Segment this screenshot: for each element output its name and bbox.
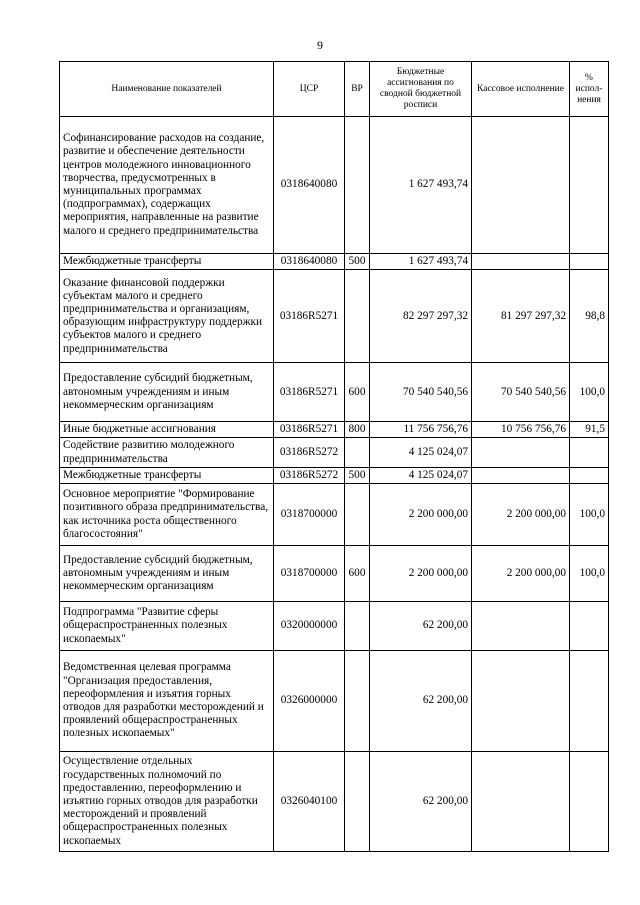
table-row (60, 117, 609, 254)
row-execution: 2 200 000,00 (472, 484, 570, 546)
row-csr: 0320000000 (274, 602, 345, 651)
row-vr (345, 270, 370, 363)
row-vr: 800 (345, 422, 370, 438)
row-name: Софинансирование расходов на создание, развитие и обеспечение деятельности центров молодежного инновационного творчества, предусмотренных в муниципальных программах (подпрограммах), содержащих мероприятия, направленные на развитие малого и среднего предпринимательства (60, 117, 274, 254)
row-assignments: 62 200,00 (370, 752, 472, 852)
row-name: Содействие развитию молодежного предпринимательства (60, 438, 274, 467)
row-percent (570, 602, 609, 651)
row-vr (345, 752, 370, 852)
column-header-csr: ЦСР (274, 62, 345, 117)
table-header-row (60, 62, 609, 117)
column-header-percent: % испол-нения (570, 62, 609, 117)
table-row (60, 651, 609, 752)
row-execution: 70 540 540,56 (472, 363, 570, 422)
row-percent: 100,0 (570, 363, 609, 422)
row-execution (472, 651, 570, 752)
column-header-vr: ВР (345, 62, 370, 117)
row-csr: 0318640080 (274, 117, 345, 254)
page-number: 9 (317, 38, 323, 52)
row-csr: 0326040100 (274, 752, 345, 852)
row-vr (345, 117, 370, 254)
row-assignments: 1 627 493,74 (370, 117, 472, 254)
row-percent: 100,0 (570, 546, 609, 602)
row-assignments: 1 627 493,74 (370, 254, 472, 270)
row-assignments: 82 297 297,32 (370, 270, 472, 363)
row-csr: 0318700000 (274, 546, 345, 602)
row-execution (472, 752, 570, 852)
table-row (60, 422, 609, 438)
row-execution (472, 438, 570, 467)
row-csr: 03186R5272 (274, 467, 345, 483)
table-row (60, 363, 609, 422)
row-csr: 03186R5272 (274, 438, 345, 467)
row-percent (570, 467, 609, 483)
row-name: Межбюджетные трансферты (60, 254, 274, 270)
row-percent (570, 117, 609, 254)
row-name: Иные бюджетные ассигнования (60, 422, 274, 438)
row-percent (570, 651, 609, 752)
row-name: Предоставление субсидий бюджетным, автономным учреждениям и иным некоммерческим организациям (60, 363, 274, 422)
row-execution: 2 200 000,00 (472, 546, 570, 602)
row-execution (472, 467, 570, 483)
row-assignments: 11 756 756,76 (370, 422, 472, 438)
row-csr: 0326000000 (274, 651, 345, 752)
row-percent (570, 438, 609, 467)
row-vr (345, 438, 370, 467)
row-vr: 600 (345, 363, 370, 422)
row-name: Предоставление субсидий бюджетным, автономным учреждениям и иным некоммерческим организациям (60, 546, 274, 602)
row-assignments: 2 200 000,00 (370, 484, 472, 546)
row-percent (570, 752, 609, 852)
table-row (60, 438, 609, 467)
row-csr: 0318640080 (274, 254, 345, 270)
column-header-execution: Кассовое исполнение (472, 62, 570, 117)
table-row (60, 254, 609, 270)
row-execution (472, 117, 570, 254)
row-execution: 81 297 297,32 (472, 270, 570, 363)
row-percent: 100,0 (570, 484, 609, 546)
row-percent (570, 254, 609, 270)
row-assignments: 62 200,00 (370, 651, 472, 752)
row-vr: 500 (345, 467, 370, 483)
row-vr (345, 602, 370, 651)
row-csr: 03186R5271 (274, 422, 345, 438)
column-header-name: Наименование показателей (60, 62, 274, 117)
row-assignments: 4 125 024,07 (370, 467, 472, 483)
table-row (60, 602, 609, 651)
row-vr (345, 484, 370, 546)
row-name: Осуществление отдельных государственных полномочий по предоставлению, переоформлению и изъятию горных отводов для разработки месторождений и проявлений общераспространенных полезных ископаемых (60, 752, 274, 852)
row-assignments: 2 200 000,00 (370, 546, 472, 602)
row-vr: 600 (345, 546, 370, 602)
row-execution: 10 756 756,76 (472, 422, 570, 438)
table-row (60, 467, 609, 483)
table-row (60, 752, 609, 852)
row-assignments: 70 540 540,56 (370, 363, 472, 422)
row-execution (472, 602, 570, 651)
row-vr (345, 651, 370, 752)
row-percent: 98,8 (570, 270, 609, 363)
table-row (60, 484, 609, 546)
row-assignments: 62 200,00 (370, 602, 472, 651)
row-name: Ведомственная целевая программа "Организация предоставления, переоформления и изъятия горных отводов для разработки месторождений и проявлений общераспространенных полезных ископаемых" (60, 651, 274, 752)
table-row (60, 546, 609, 602)
budget-execution-table (59, 61, 609, 852)
row-name: Подпрограмма "Развитие сферы общераспространенных полезных ископаемых" (60, 602, 274, 651)
row-csr: 03186R5271 (274, 363, 345, 422)
row-name: Межбюджетные трансферты (60, 467, 274, 483)
row-name: Основное мероприятие "Формирование позитивного образа предпринимательства, как источника роста общественного благосостояния" (60, 484, 274, 546)
table-row (60, 270, 609, 363)
row-assignments: 4 125 024,07 (370, 438, 472, 467)
row-percent: 91,5 (570, 422, 609, 438)
column-header-assignments: Бюджетные ассигнования по сводной бюджетной росписи (370, 62, 472, 117)
row-name: Оказание финансовой поддержки субъектам малого и среднего предпринимательства и организациям, образующим инфраструктуру поддержки субъектов малого и среднего предпринимательства (60, 270, 274, 363)
row-csr: 0318700000 (274, 484, 345, 546)
row-vr: 500 (345, 254, 370, 270)
row-csr: 03186R5271 (274, 270, 345, 363)
row-execution (472, 254, 570, 270)
